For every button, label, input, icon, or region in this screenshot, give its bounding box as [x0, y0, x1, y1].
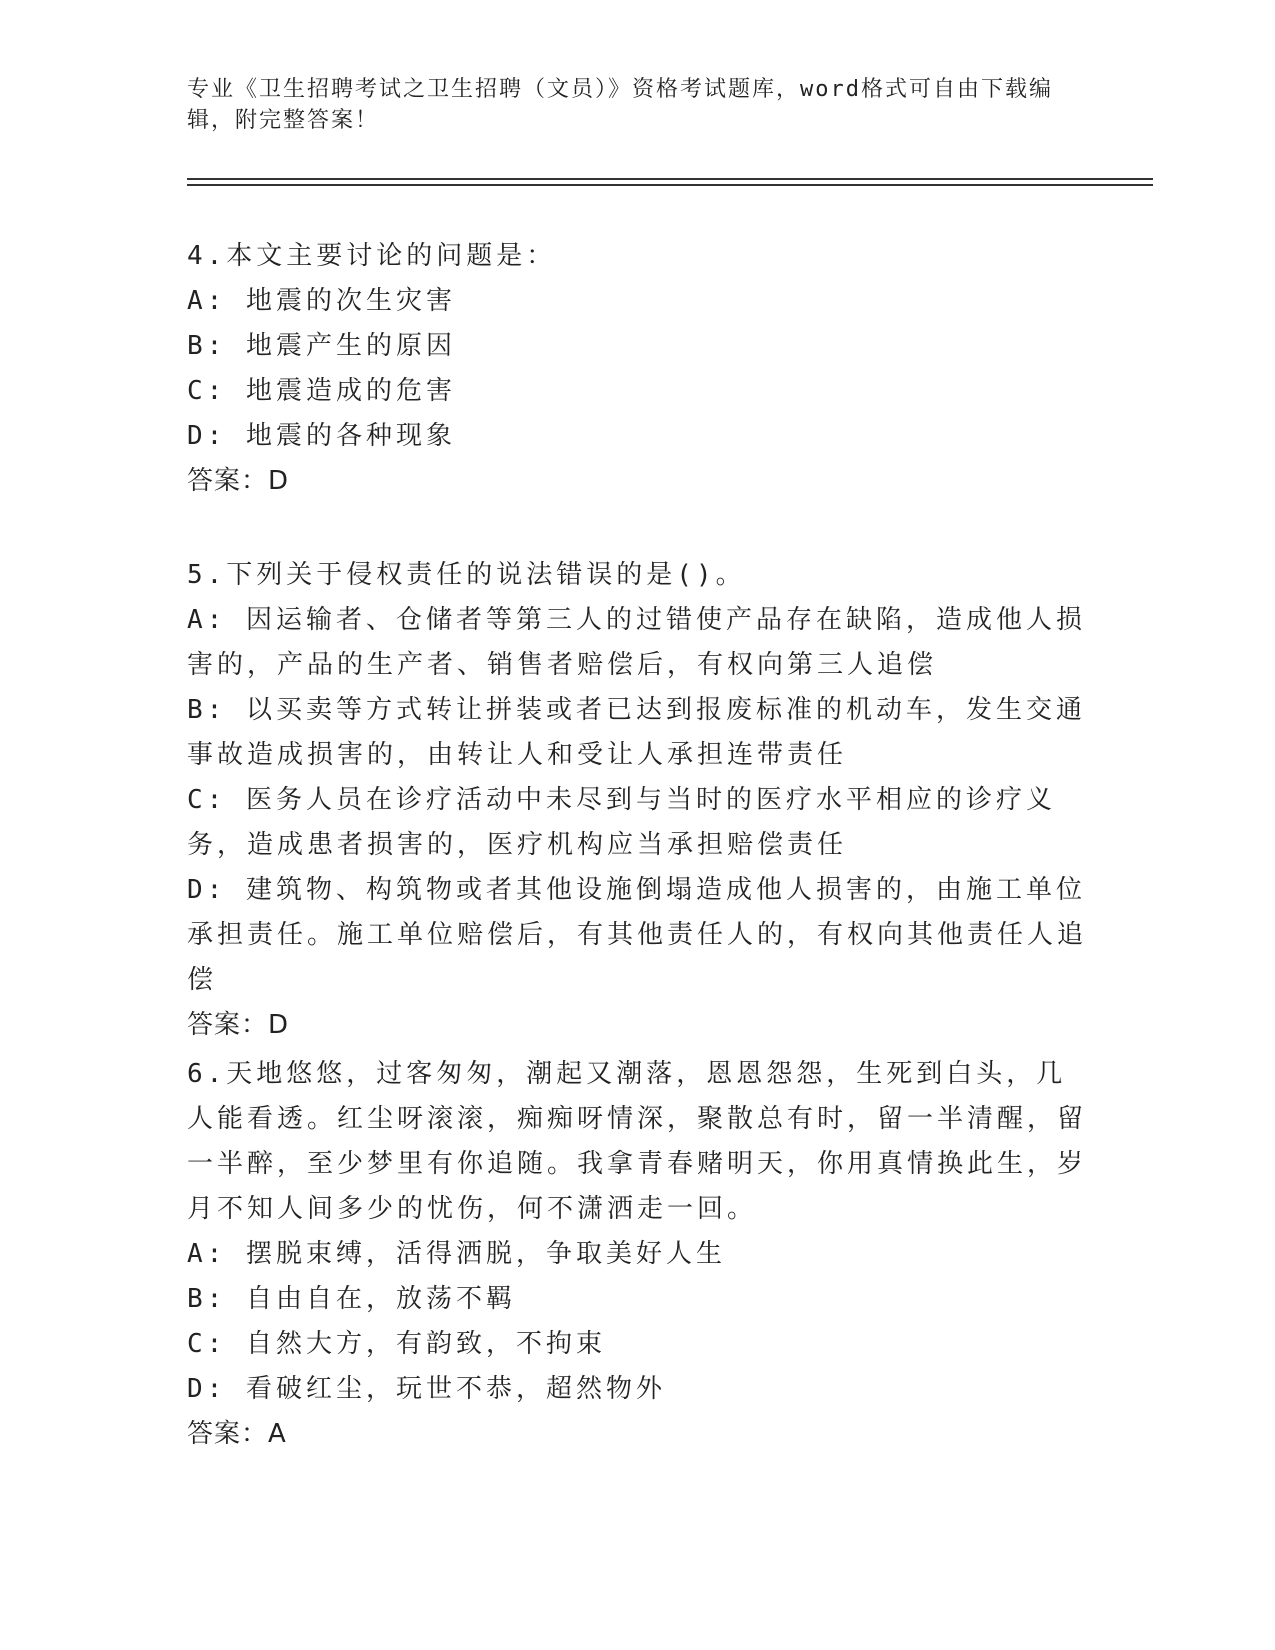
option-c: C: 医务人员在诊疗活动中未尽到与当时的医疗水平相应的诊疗义务，造成患者损害的，医疗机构应当承担赔偿责任	[187, 785, 1056, 860]
option-d: D: 建筑物、构筑物或者其他设施倒塌造成他人损害的，由施工单位承担责任。施工单位赔偿后，有其他责任人的，有权向其他责任人追偿	[187, 875, 1088, 995]
option-b: B: 以买卖等方式转让拼装或者已达到报废标准的机动车，发生交通事故造成损害的，由转让人和受让人承担连带责任	[187, 695, 1086, 770]
option-c: C: 地震造成的危害	[187, 376, 456, 406]
header-divider-top	[187, 178, 1153, 180]
option-d: D: 地震的各种现象	[187, 421, 456, 451]
option-a: A: 地震的次生灾害	[187, 286, 456, 316]
option-b: B: 自由自在，放荡不羁	[187, 1284, 516, 1314]
option-a: A: 因运输者、仓储者等第三人的过错使产品存在缺陷，造成他人损害的，产品的生产者、销售者赔偿后，有权向第三人追偿	[187, 605, 1086, 680]
option-c: C: 自然大方，有韵致，不拘束	[187, 1329, 606, 1359]
question-6	[187, 1052, 1087, 1457]
header-divider-bottom	[187, 184, 1153, 186]
question-stem: 5.下列关于侵权责任的说法错误的是()。	[187, 560, 746, 590]
option-d: D: 看破红尘，玩世不恭，超然物外	[187, 1374, 666, 1404]
option-b: B: 地震产生的原因	[187, 331, 456, 361]
answer: 答案：D	[187, 1010, 290, 1040]
question-stem: 6.天地悠悠，过客匆匆，潮起又潮落，恩恩怨怨，生死到白头，几人能看透。红尘呀滚滚，痴痴呀情深，聚散总有时，留一半清醒，留一半醉，至少梦里有你追随。我拿青春赌明天，你用真情换此生，岁月不知人间多少的忧伤，何不潇洒走一回。	[187, 1059, 1088, 1224]
question-4	[187, 234, 1087, 504]
question-stem: 4.本文主要讨论的问题是：	[187, 241, 557, 271]
document-intro: 专业《卫生招聘考试之卫生招聘（文员）》资格考试题库，word格式可自由下载编辑，附完整答案！	[187, 77, 1053, 133]
answer: 答案：A	[187, 1419, 287, 1449]
option-a: A: 摆脱束缚，活得洒脱，争取美好人生	[187, 1239, 726, 1269]
question-5	[187, 553, 1087, 1048]
answer: 答案：D	[187, 466, 290, 496]
